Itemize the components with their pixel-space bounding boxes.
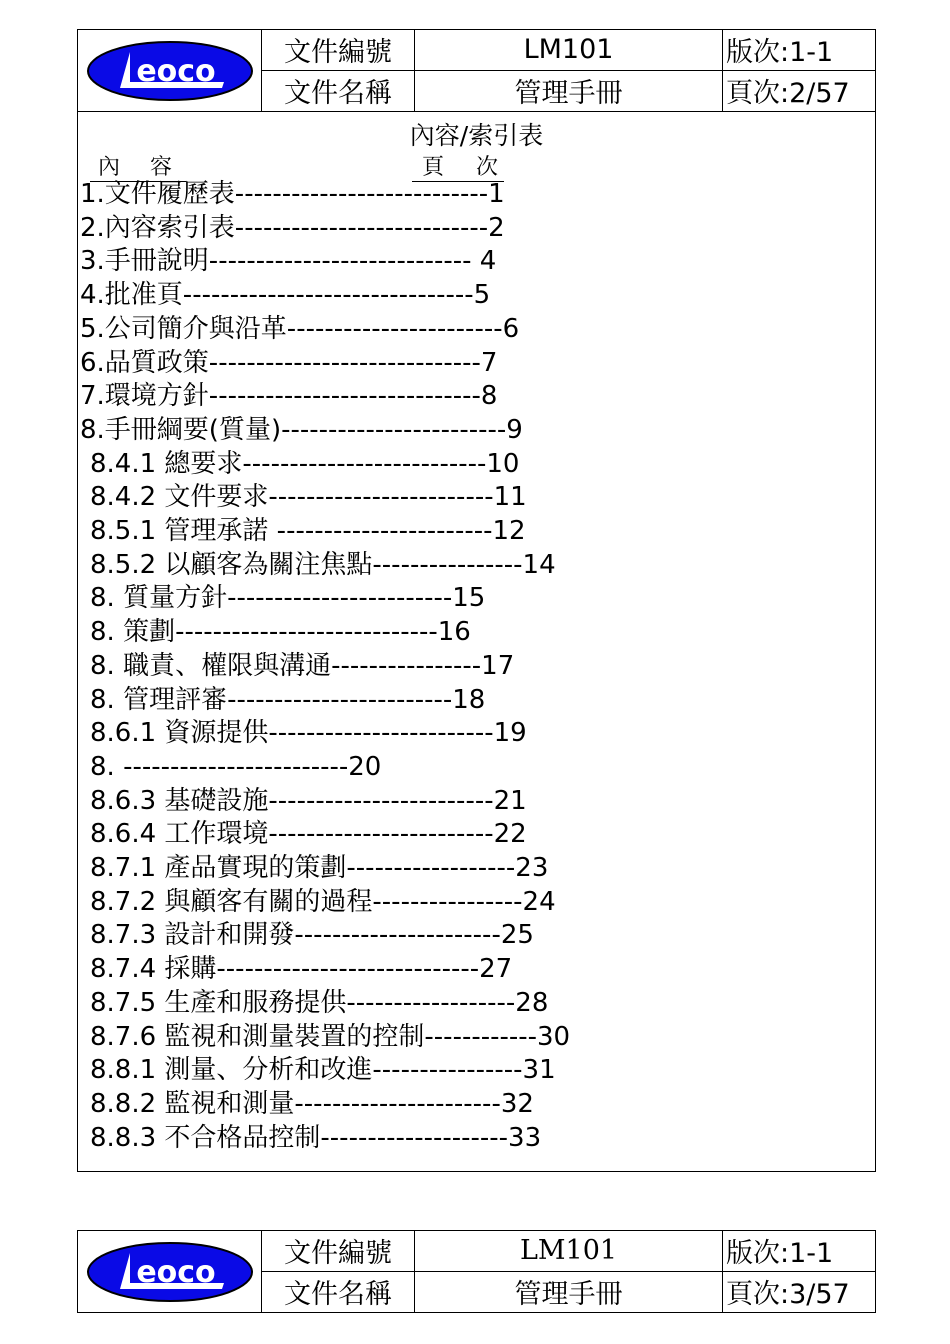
- doc-name-value: 管理手冊: [415, 1272, 723, 1313]
- toc-item: 8. 策劃----------------------------16: [90, 617, 471, 648]
- doc-number-label: 文件編號: [262, 1231, 415, 1272]
- svg-text:eoco: eoco: [135, 53, 216, 89]
- toc-item: 8.6.4 工作環境------------------------22: [90, 819, 527, 850]
- toc-item: 8.手冊綱要(質量)------------------------9: [80, 414, 523, 445]
- toc-item: 8.5.2 以顧客為關注焦點----------------14: [90, 549, 556, 580]
- toc-item: 6.品質政策-----------------------------7: [80, 347, 498, 378]
- toc-item: 8.8.1 測量、分析和改進----------------31: [90, 1055, 556, 1086]
- toc-item: 8.7.6 監視和測量裝置的控制------------30: [90, 1021, 571, 1052]
- version-value: 版次:1-1: [723, 30, 875, 71]
- company-logo-icon: [86, 40, 254, 102]
- doc-name-value: 管理手冊: [415, 71, 723, 112]
- toc-item: 8. 管理評審------------------------18: [90, 684, 486, 715]
- toc-item: 8.7.4 採購----------------------------27: [90, 954, 513, 985]
- page-title: 內容/索引表: [409, 121, 544, 150]
- document-header-top: [77, 29, 876, 112]
- column-header-page-a: 頁: [422, 155, 445, 180]
- toc-item: 7.環境方針-----------------------------8: [80, 381, 498, 412]
- index-table: [77, 112, 876, 1172]
- toc-item: 8.4.1 總要求--------------------------10: [90, 448, 520, 479]
- doc-name-label: 文件名稱: [262, 71, 415, 112]
- column-header-content-a: 內: [98, 155, 121, 180]
- column-header-content-b: 容: [150, 155, 173, 180]
- toc-item: 1.文件履歷表---------------------------1: [80, 179, 505, 209]
- toc-item: 2.內容索引表---------------------------2: [80, 212, 505, 243]
- doc-name-label: 文件名稱: [262, 1272, 415, 1313]
- doc-number-value: LM101: [415, 1231, 723, 1272]
- page-number-value: 頁次:2/57: [726, 78, 850, 110]
- company-logo-icon: [86, 1241, 254, 1303]
- toc-item: 5.公司簡介與沿革-----------------------6: [80, 313, 520, 344]
- toc-list: [80, 178, 570, 1155]
- toc-item: 8.7.1 產品實現的策劃------------------23: [90, 853, 549, 884]
- toc-item: 8. ------------------------20: [90, 751, 382, 782]
- column-header-page-b: 次: [476, 155, 499, 180]
- svg-text:eoco: eoco: [135, 1254, 216, 1290]
- toc-item: 8.4.2 文件要求------------------------11: [90, 482, 527, 513]
- doc-number-value: LM101: [415, 30, 723, 71]
- document-header-bottom: [77, 1230, 876, 1313]
- toc-item: 8.8.3 不合格品控制--------------------33: [90, 1122, 542, 1153]
- toc-item: 8.8.2 監視和測量----------------------32: [90, 1088, 534, 1119]
- toc-item: 8. 職責、權限與溝通----------------17: [90, 650, 515, 681]
- toc-item: 8.7.5 生產和服務提供------------------28: [90, 987, 549, 1018]
- company-logo: [78, 30, 262, 111]
- page-number-value: 頁次:3/57: [726, 1279, 850, 1311]
- toc-item: 8.6.3 基礎設施------------------------21: [90, 785, 527, 816]
- toc-item: 3.手冊說明---------------------------- 4: [80, 246, 497, 277]
- toc-item: 8.7.3 設計和開發----------------------25: [90, 920, 534, 951]
- toc-item: 8.6.1 資源提供------------------------19: [90, 718, 527, 749]
- toc-item: 8.5.1 管理承諾 -----------------------12: [90, 516, 526, 547]
- version-value: 版次:1-1: [723, 1231, 875, 1272]
- doc-number-label: 文件編號: [262, 30, 415, 71]
- toc-item: 8.7.2 與顧客有關的過程----------------24: [90, 886, 556, 917]
- toc-item: 4.批准頁-------------------------------5: [80, 280, 491, 311]
- company-logo: [78, 1231, 262, 1312]
- toc-item: 8. 質量方針------------------------15: [90, 583, 486, 614]
